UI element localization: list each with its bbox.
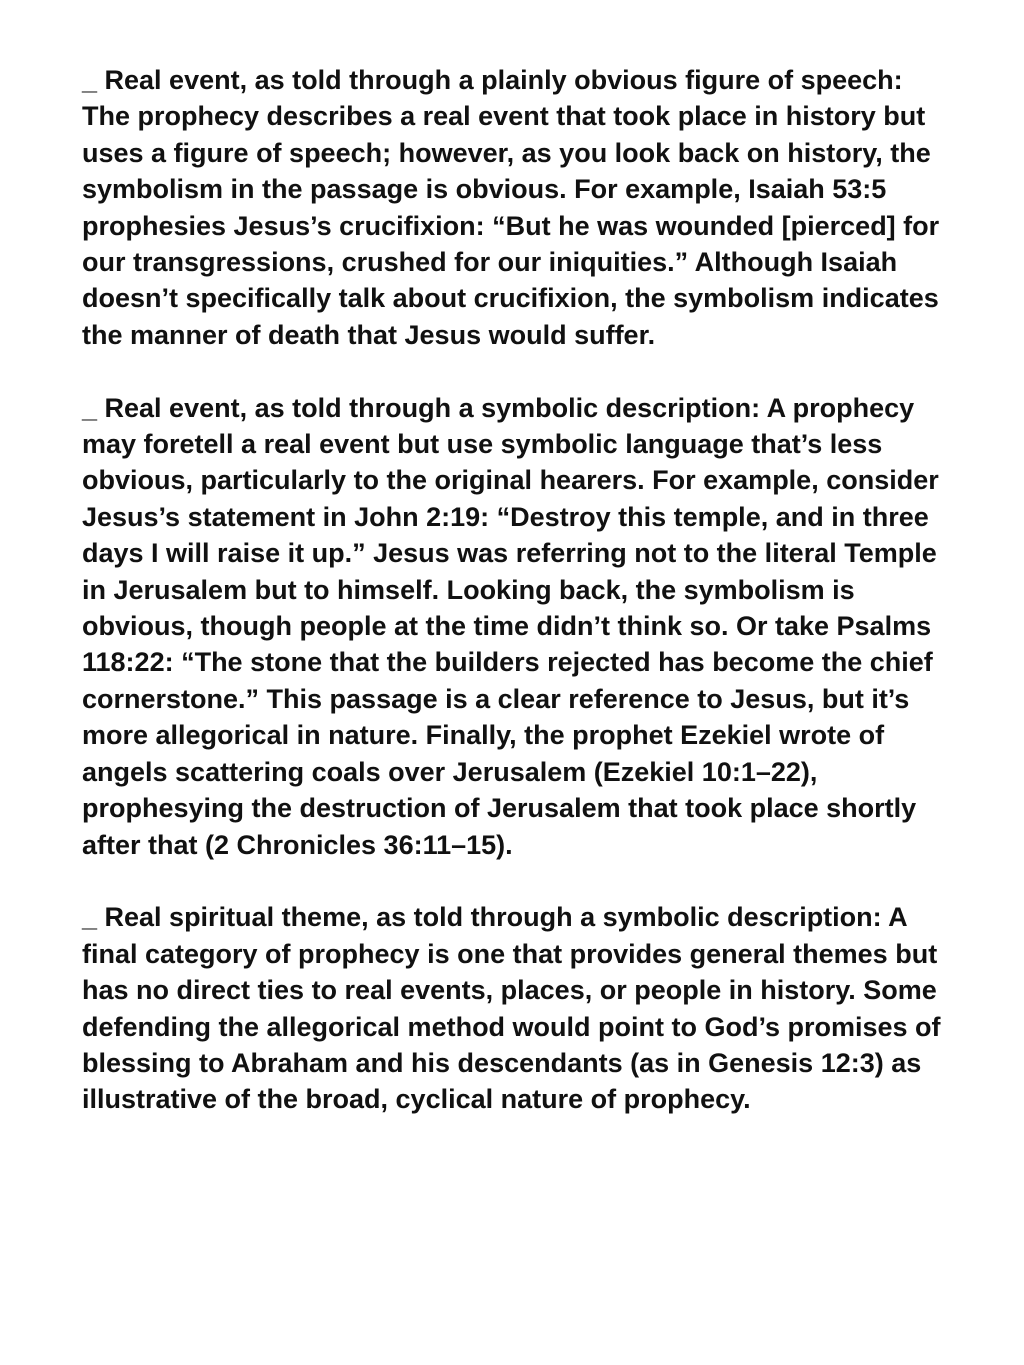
paragraph-plain-figure-of-speech: _ Real event, as told through a plainly obvious figure of speech: The prophecy describes a real event that took place in history but uses a figure of speech; however, as you look back on history, the symbolism in the passage is obvious. For example, Isaiah 53:5 prophesies Jesus’s crucifixion: “But he was wounded [pierced] for our transgressions, crushed for our iniquities.” Although Isaiah doesn’t specifically talk about crucifixion, the symbolism indicates the manner of death that Jesus would suffer.	[82, 65, 940, 350]
paragraph-symbolic-description: _ Real event, as told through a symbolic description: A prophecy may foretell a real event but use symbolic language that’s less obvious, particularly to the original hearers. For example, consider Jesus’s statement in John 2:19: “Destroy this temple, and in three days I will raise it up.” Jesus was referring not to the literal Temple in Jerusalem but to himself. Looking back, the symbolism is obvious, though people at the time didn’t think so. Or take Psalms 118:22: “The stone that the builders rejected has become the chief cornerstone.” This passage is a clear reference to Jesus, but it’s more allegorical in nature. Finally, the prophet Ezekiel wrote of angels scattering coals over Jerusalem (Ezekiel 10:1–22), prophesying the destruction of Jerusalem that took place shortly after that (2 Chronicles 36:11–15).	[82, 392, 939, 860]
document-page	[82, 62, 942, 1118]
paragraph-spiritual-theme: _ Real spiritual theme, as told through a symbolic description: A final category of prophecy is one that provides general themes but has no direct ties to real events, places, or people in history. Some defending the allegorical method would point to God’s promises of blessing to Abraham and his descendants (as in Genesis 12:3) as illustrative of the broad, cyclical nature of prophecy.	[82, 902, 941, 1115]
